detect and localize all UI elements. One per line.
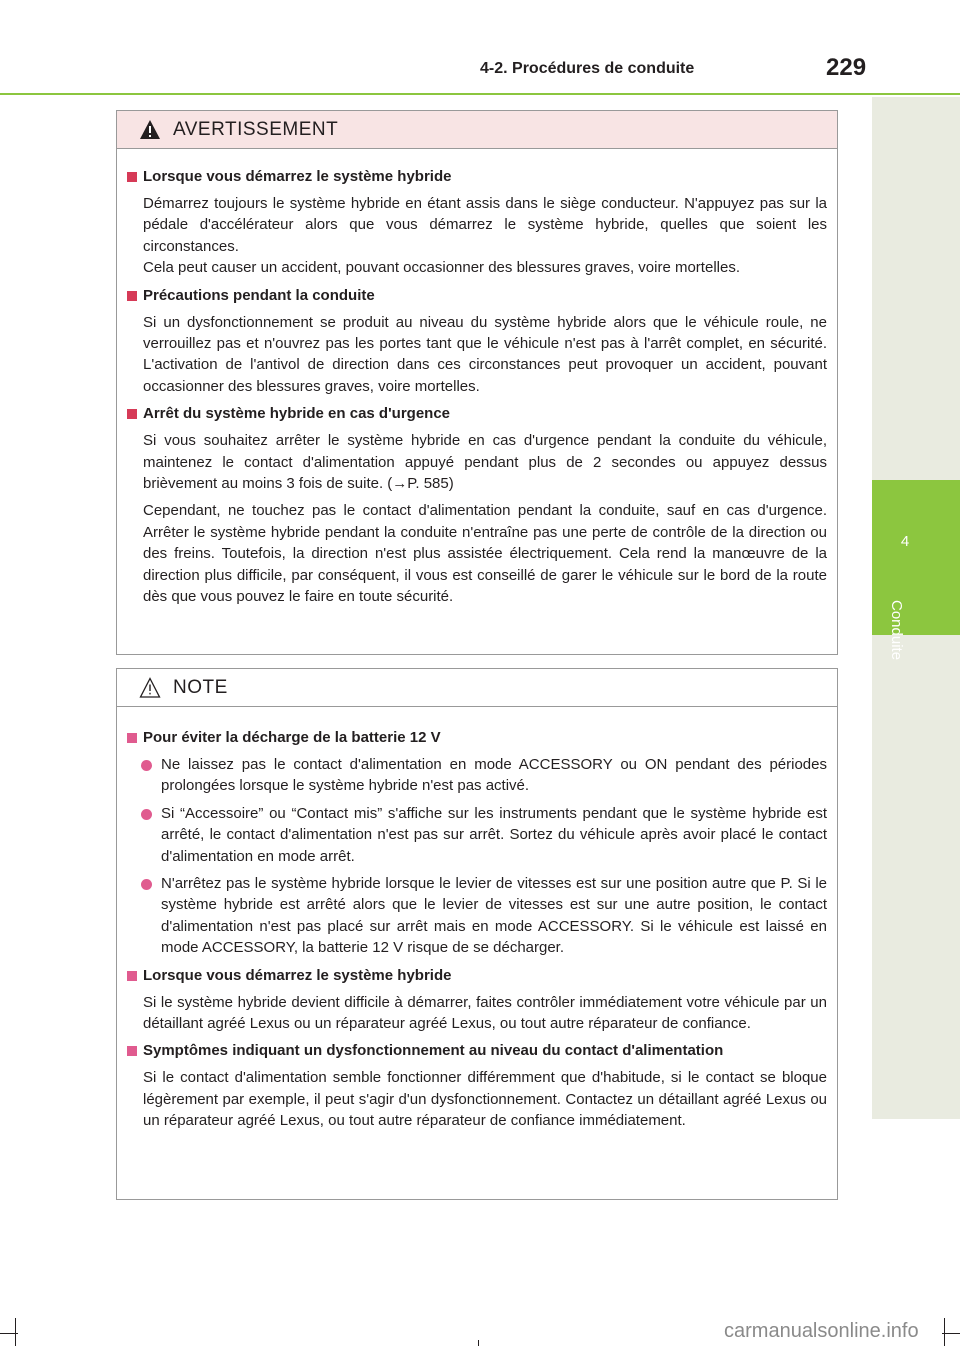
paragraph: Si le contact d'alimentation semble fonctionner différemment que d'habitude, si le contact se bloque légèrement par exemple, il peut s'agir d'un dysfonctionnement. Contactez un détaillant agréé Lexus ou un réparateur agréé Lexus, ou tout autre réparateur de confiance immédiatement. [143,1069,827,1130]
paragraph: Cependant, ne touchez pas le contact d'alimentation pendant la conduite, sauf en cas d'urgence. Arrêter le système hybride pendant la conduite n'entraîne pas une perte de contrôle de la direction ou des freins. Toutefois, la direction n'est plus assistée électriquement. Cela rend la manœuvre de la direction plus difficile, par conséquent, il vous est conseillé de garer le véhicule sur le bord de la route dès que vous pouvez le faire en toute sécurité. [143,502,827,606]
section-title: 4-2. Procédures de conduite [480,60,695,77]
note-content [127,727,827,1138]
square-bullet-icon [127,971,137,981]
paragraph: Si vous souhaitez arrêter le système hybride en cas d'urgence pendant la conduite du véhicule, maintenez le contact d'alimentation appuyé pendant plus de 2 secondes ou appuyez dessus brièvement au moins 3 fois de suite. (→P. 585) [143,432,827,493]
square-bullet-icon [127,291,137,301]
note-box [116,668,838,1200]
square-bullet-icon [127,1046,137,1056]
chapter-side-box [872,480,960,635]
paragraph: Si le système hybride devient difficile à démarrer, faites contrôler immédiatement votre véhicule par un détaillant agréé Lexus ou un réparateur agréé Lexus, ou tout autre réparateur de confiance. [143,993,827,1033]
square-bullet-icon [127,172,137,182]
warning-icon [139,119,161,141]
note-title: NOTE [173,677,228,698]
warning-heading-emergency: Arrêt du système hybride en cas d'urgence [127,403,827,425]
page-number: 229 [826,54,867,81]
round-bullet-icon [141,760,152,771]
chapter-number: 4 [900,533,910,550]
paragraph: Si un dysfonctionnement se produit au niveau du système hybride alors que le véhicule roule, ne verrouillez pas et n'ouvrez pas les portes tant que le véhicule n'est pas à l'arrêt complet, en sécurité. L'activation de l'antivol de direction dans ces circonstances peut provoquer un accident, pouvant occasionner des blessures graves, voire mortelles. [143,313,827,395]
warning-header [117,111,837,149]
note-header [117,669,837,707]
note-heading-start: Lorsque vous démarrez le système hybride [127,965,827,987]
warning-heading-driving: Précautions pendant la conduite [127,285,827,307]
crop-mark [15,1318,16,1346]
warning-box [116,110,838,655]
paragraph: Démarrez toujours le système hybride en étant assis dans le siège conducteur. N'appuyez pas sur la pédale d'accélérateur alors que vous démarrez le système hybride, quelles que soient les circonstances. [143,195,827,255]
note-heading-symptoms: Symptômes indiquant un dysfonctionnement au niveau du contact d'alimentation [127,1040,827,1062]
crop-mark [478,1340,479,1346]
list-item: Ne laissez pas le contact d'alimentation en mode ACCESSORY ou ON pendant des périodes prolongées lorsque le système hybride n'est pas activé. [127,754,827,797]
square-bullet-icon [127,409,137,419]
list-item: Si “Accessoire” ou “Contact mis” s'affiche sur les instruments pendant que le système hybride est arrêté, le contact d'alimentation n'est pas sur arrêt. Sortez du véhicule après avoir placé le contact d'alimentation en mode arrêt. [127,803,827,867]
round-bullet-icon [141,809,152,820]
paragraph: Cela peut causer un accident, pouvant occasionner des blessures graves, voire mortelles. [143,259,740,277]
warning-heading-start: Lorsque vous démarrez le système hybride [127,166,827,188]
warning-title: AVERTISSEMENT [173,119,339,140]
chapter-label: Conduite [888,600,905,661]
watermark: carmanualsonline.info [724,1320,919,1342]
crop-mark [944,1318,945,1346]
header-rule [0,93,960,95]
list-item: N'arrêtez pas le système hybride lorsque le levier de vitesses est sur une position autre que P. Si le système hybride est arrêté alors que le levier de vitesses est sur une autre position, le contact d'alimentation n'est pas placé sur arrêt mais en mode ACCESSORY. Si le véhicule est laissé en mode ACCESSORY, la batterie 12 V risque de se décharger. [127,873,827,959]
caution-icon [139,677,161,699]
warning-content [127,166,827,614]
round-bullet-icon [141,879,152,890]
note-heading-battery: Pour éviter la décharge de la batterie 12 V [127,727,827,749]
square-bullet-icon [127,733,137,743]
